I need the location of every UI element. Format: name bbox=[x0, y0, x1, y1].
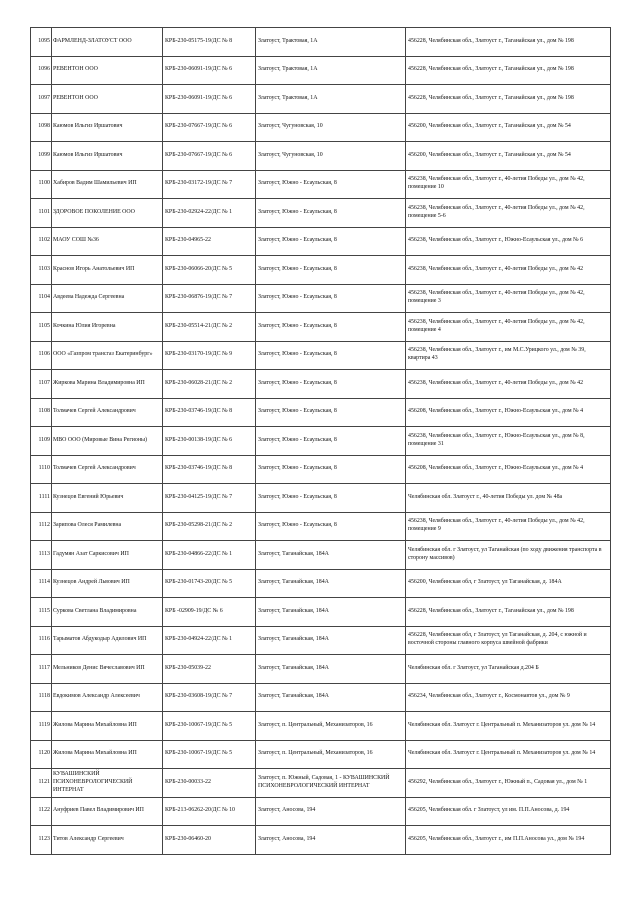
legal-address-cell: 456200, Челябинская обл, г Златоуст, ул Таганайская, д. 184А bbox=[406, 569, 611, 598]
organization-name-cell: МВО ООО (Мировые Вина Регионы) bbox=[52, 427, 163, 456]
row-number-cell: 1099 bbox=[31, 142, 52, 171]
legal-address-cell: 456228, Челябинская обл., Златоуст г., Таганайская ул., дом № 198 bbox=[406, 598, 611, 627]
table-row bbox=[31, 341, 611, 370]
organization-name-cell: Авдеева Надежда Сергеевна bbox=[52, 284, 163, 313]
organization-name-cell: МАОУ СОШ №36 bbox=[52, 227, 163, 256]
legal-address-cell: Челябинская обл. Златоуст г., 40-летия Победы ул. дом № 48а bbox=[406, 484, 611, 513]
organization-name-cell: КУВАШИНСКИЙ ПСИХОНЕВРОЛОГИЧЕСКИЙ ИНТЕРНАТ bbox=[52, 769, 163, 798]
row-number-cell: 1104 bbox=[31, 284, 52, 313]
object-location-cell: Златоуст, Южно - Есаульская, 8 bbox=[256, 284, 406, 313]
object-location-cell: Златоуст, Трактовая, 1А bbox=[256, 56, 406, 85]
table-row bbox=[31, 626, 611, 655]
legal-address-cell: 456228, Челябинская обл., Златоуст г., Таганайская ул., дом № 198 bbox=[406, 28, 611, 57]
contract-code-cell: КРБ-230-10067-19/ДС № 5 bbox=[163, 740, 256, 769]
row-number-cell: 1101 bbox=[31, 199, 52, 228]
contract-code-cell: КРБ-230-06028-21/ДС № 2 bbox=[163, 370, 256, 399]
contract-code-cell: КРБ-230-04125-19/ДС № 7 bbox=[163, 484, 256, 513]
legal-address-cell: 456238, Челябинская обл., Златоуст г., 40-летия Победы ул., дом № 42 bbox=[406, 370, 611, 399]
object-location-cell: Златоуст, Южно - Есаульская, 8 bbox=[256, 484, 406, 513]
row-number-cell: 1114 bbox=[31, 569, 52, 598]
table-row bbox=[31, 484, 611, 513]
contract-code-cell: КРБ-230-06066-20/ДС № 5 bbox=[163, 256, 256, 285]
row-number-cell: 1112 bbox=[31, 512, 52, 541]
contract-code-cell: КРБ-230-06091-19/ДС № 6 bbox=[163, 56, 256, 85]
object-location-cell: Златоуст, п. Центральный, Механизаторов, 16 bbox=[256, 740, 406, 769]
row-number-cell: 1113 bbox=[31, 541, 52, 570]
table-row bbox=[31, 740, 611, 769]
table-row bbox=[31, 712, 611, 741]
organization-name-cell: Толмачев Сергей Александрович bbox=[52, 455, 163, 484]
organization-name-cell: Толмачев Сергей Александрович bbox=[52, 398, 163, 427]
organization-name-cell: Хабиров Вадим Шамильевич ИП bbox=[52, 170, 163, 199]
object-location-cell: Златоуст, Южно - Есаульская, 8 bbox=[256, 455, 406, 484]
legal-address-cell: 456208, Челябинская обл., Златоуст г., Южно-Есаульская ул., дом № 4 bbox=[406, 398, 611, 427]
row-number-cell: 1107 bbox=[31, 370, 52, 399]
legal-address-cell: 456238, Челябинская обл., Златоуст г., 40-летия Победы ул., дом № 42, помещение 5-6 bbox=[406, 199, 611, 228]
row-number-cell: 1121 bbox=[31, 769, 52, 798]
organization-name-cell: Кочкина Юлия Игоревна bbox=[52, 313, 163, 342]
contract-code-cell: КРБ-230-05298-21/ДС № 2 bbox=[163, 512, 256, 541]
contract-code-cell: КРБ -02909-19/ДС № 6 bbox=[163, 598, 256, 627]
contract-code-cell: КРБ-230-05039-22 bbox=[163, 655, 256, 684]
row-number-cell: 1115 bbox=[31, 598, 52, 627]
legal-address-cell: 456238, Челябинская обл., Златоуст г., Южно-Есаульская ул., дом № 6 bbox=[406, 227, 611, 256]
registry-table-body bbox=[31, 28, 611, 855]
organization-name-cell: Тарыматов Абдукодыр Адилович ИП bbox=[52, 626, 163, 655]
contract-code-cell: КРБ-230-05514-21/ДС № 2 bbox=[163, 313, 256, 342]
organization-name-cell: РЕВЕНТОН ООО bbox=[52, 56, 163, 85]
legal-address-cell: 456238, Челябинская обл., Златоуст г., 40-летия Победы ул., дом № 42, помещение 3 bbox=[406, 284, 611, 313]
table-row bbox=[31, 85, 611, 114]
row-number-cell: 1102 bbox=[31, 227, 52, 256]
table-row bbox=[31, 769, 611, 798]
contract-code-cell: КРБ-230-03608-19/ДС № 7 bbox=[163, 683, 256, 712]
legal-address-cell: 456228, Челябинская обл, г Златоуст, ул Таганайская, д. 204, с южной и восточной стороны главного корпуса швейной фабрики bbox=[406, 626, 611, 655]
object-location-cell: Златоуст, Таганайская, 184А bbox=[256, 569, 406, 598]
table-row bbox=[31, 199, 611, 228]
organization-name-cell: Евдокимов Александр Алексеевич bbox=[52, 683, 163, 712]
legal-address-cell: 456205, Челябинская обл. г Златоуст, ул им. П.П.Аносова, д. 194 bbox=[406, 797, 611, 826]
object-location-cell: Златоуст, Южно - Есаульская, 8 bbox=[256, 256, 406, 285]
contract-code-cell: КРБ-230-04965-22 bbox=[163, 227, 256, 256]
table-row bbox=[31, 313, 611, 342]
organization-name-cell: Кузнецов Андрей Львович ИП bbox=[52, 569, 163, 598]
table-row bbox=[31, 683, 611, 712]
organization-name-cell: Кузнецов Евгений Юрьевич bbox=[52, 484, 163, 513]
legal-address-cell: 456228, Челябинская обл., Златоуст г., Таганайская ул., дом № 198 bbox=[406, 56, 611, 85]
legal-address-cell: 456200, Челябинская обл., Златоуст г., Таганайская ул., дом № 54 bbox=[406, 142, 611, 171]
row-number-cell: 1109 bbox=[31, 427, 52, 456]
contract-code-cell: КРБ-230-03746-19/ДС № 8 bbox=[163, 398, 256, 427]
organization-name-cell: ЗДОРОВОЕ ПОКОЛЕНИЕ ООО bbox=[52, 199, 163, 228]
contract-code-cell: КРБ-230-04924-22/ДС № 1 bbox=[163, 626, 256, 655]
organization-name-cell: Жилова Марина Михайловна ИП bbox=[52, 740, 163, 769]
legal-address-cell: 456234, Челябинская обл., Златоуст г., Космонавтов ул., дом № 9 bbox=[406, 683, 611, 712]
object-location-cell: Златоуст, Чугуновская, 10 bbox=[256, 113, 406, 142]
object-location-cell: Златоуст, Южно - Есаульская, 8 bbox=[256, 427, 406, 456]
organization-name-cell: РЕВЕНТОН ООО bbox=[52, 85, 163, 114]
object-location-cell: Златоуст, Южно - Есаульская, 8 bbox=[256, 227, 406, 256]
table-row bbox=[31, 598, 611, 627]
object-location-cell: Златоуст, п. Южный, Садовая, 1 - КУВАШИНСКИЙ ПСИХОНЕВРОЛОГИЧЕСКИЙ ИНТЕРНАТ bbox=[256, 769, 406, 798]
object-location-cell: Златоуст, Таганайская, 184А bbox=[256, 626, 406, 655]
table-row bbox=[31, 170, 611, 199]
legal-address-cell: Челябинская обл. г Златоуст, ул Таганайская (по ходу движения транспорта в сторону массивов) bbox=[406, 541, 611, 570]
object-location-cell: Златоуст, Южно - Есаульская, 8 bbox=[256, 313, 406, 342]
organization-name-cell: Зарипова Олеся Рамилевна bbox=[52, 512, 163, 541]
organization-name-cell: Мельников Денис Вячеславович ИП bbox=[52, 655, 163, 684]
table-row bbox=[31, 427, 611, 456]
row-number-cell: 1118 bbox=[31, 683, 52, 712]
registry-table bbox=[30, 27, 611, 855]
legal-address-cell: 456238, Челябинская обл., Златоуст г., 40-летия Победы ул., дом № 42, помещение 9 bbox=[406, 512, 611, 541]
table-row bbox=[31, 142, 611, 171]
object-location-cell: Златоуст, Южно - Есаульская, 8 bbox=[256, 370, 406, 399]
row-number-cell: 1103 bbox=[31, 256, 52, 285]
organization-name-cell: ФАРМЛЕНД-ЗЛАТОУСТ ООО bbox=[52, 28, 163, 57]
contract-code-cell: КРБ-230-01743-20/ДС № 5 bbox=[163, 569, 256, 598]
row-number-cell: 1108 bbox=[31, 398, 52, 427]
contract-code-cell: КРБ-230-07667-19/ДС № 6 bbox=[163, 142, 256, 171]
legal-address-cell: 456238, Челябинская обл., Златоуст г., 40-летия Победы ул., дом № 42, помещение 10 bbox=[406, 170, 611, 199]
contract-code-cell: КРБ-213-06262-20/ДС № 10 bbox=[163, 797, 256, 826]
row-number-cell: 1122 bbox=[31, 797, 52, 826]
legal-address-cell: Челябинская обл. Златоуст г. Центральный п. Механизаторов ул. дом № 14 bbox=[406, 740, 611, 769]
contract-code-cell: КРБ-230-00138-19/ДС № 6 bbox=[163, 427, 256, 456]
table-row bbox=[31, 113, 611, 142]
organization-name-cell: Каюмов Ильгиз Иршатович bbox=[52, 113, 163, 142]
contract-code-cell: КРБ-230-06091-19/ДС № 6 bbox=[163, 85, 256, 114]
row-number-cell: 1119 bbox=[31, 712, 52, 741]
object-location-cell: Златоуст, Таганайская, 184А bbox=[256, 598, 406, 627]
row-number-cell: 1096 bbox=[31, 56, 52, 85]
table-row bbox=[31, 370, 611, 399]
row-number-cell: 1111 bbox=[31, 484, 52, 513]
row-number-cell: 1106 bbox=[31, 341, 52, 370]
row-number-cell: 1097 bbox=[31, 85, 52, 114]
table-row bbox=[31, 797, 611, 826]
legal-address-cell: Челябинская обл. Златоуст г. Центральный п. Механизаторов ул. дом № 14 bbox=[406, 712, 611, 741]
object-location-cell: Златоуст, Южно - Есаульская, 8 bbox=[256, 199, 406, 228]
legal-address-cell: 456238, Челябинская обл., Златоуст г., 40-летия Победы ул., дом № 42, помещение 4 bbox=[406, 313, 611, 342]
table-row bbox=[31, 826, 611, 855]
object-location-cell: Златоуст, Южно - Есаульская, 8 bbox=[256, 341, 406, 370]
contract-code-cell: КРБ-230-03172-19/ДС № 7 bbox=[163, 170, 256, 199]
table-row bbox=[31, 455, 611, 484]
organization-name-cell: Суркова Светлана Владимировна bbox=[52, 598, 163, 627]
row-number-cell: 1123 bbox=[31, 826, 52, 855]
organization-name-cell: Краснов Игорь Анатольевич ИП bbox=[52, 256, 163, 285]
contract-code-cell: КРБ-230-10067-19/ДС № 5 bbox=[163, 712, 256, 741]
table-row bbox=[31, 28, 611, 57]
row-number-cell: 1105 bbox=[31, 313, 52, 342]
legal-address-cell: 456200, Челябинская обл., Златоуст г., Таганайская ул., дом № 54 bbox=[406, 113, 611, 142]
table-row bbox=[31, 56, 611, 85]
object-location-cell: Златоуст, Аносова, 194 bbox=[256, 797, 406, 826]
row-number-cell: 1095 bbox=[31, 28, 52, 57]
object-location-cell: Златоуст, Южно - Есаульская, 8 bbox=[256, 398, 406, 427]
legal-address-cell: 456238, Челябинская обл., Златоуст г., Южно-Есаульская ул., дом № 8, помещение 31 bbox=[406, 427, 611, 456]
row-number-cell: 1110 bbox=[31, 455, 52, 484]
contract-code-cell: КРБ-230-06876-19/ДС № 7 bbox=[163, 284, 256, 313]
table-row bbox=[31, 227, 611, 256]
row-number-cell: 1100 bbox=[31, 170, 52, 199]
organization-name-cell: Жиркова Марина Владимировна ИП bbox=[52, 370, 163, 399]
object-location-cell: Златоуст, Южно - Есаульская, 8 bbox=[256, 512, 406, 541]
object-location-cell: Златоуст, Трактовая, 1А bbox=[256, 85, 406, 114]
table-row bbox=[31, 655, 611, 684]
table-row bbox=[31, 256, 611, 285]
object-location-cell: Златоуст, Чугуновская, 10 bbox=[256, 142, 406, 171]
row-number-cell: 1120 bbox=[31, 740, 52, 769]
table-row bbox=[31, 569, 611, 598]
table-row bbox=[31, 284, 611, 313]
table-row bbox=[31, 541, 611, 570]
organization-name-cell: Гадумян Азат Саркисович ИП bbox=[52, 541, 163, 570]
object-location-cell: Златоуст, Трактовая, 1А bbox=[256, 28, 406, 57]
legal-address-cell: Челябинская обл. г Златоуст, ул Таганайская д.204 Б bbox=[406, 655, 611, 684]
table-row bbox=[31, 398, 611, 427]
object-location-cell: Златоуст, Таганайская, 184А bbox=[256, 655, 406, 684]
contract-code-cell: КРБ-230-02924-22/ДС № 1 bbox=[163, 199, 256, 228]
legal-address-cell: 456238, Челябинская обл., Златоуст г., 40-летия Победы ул., дом № 42 bbox=[406, 256, 611, 285]
legal-address-cell: 456292, Челябинская обл., Златоуст г., Южный п., Садовая ул., дом № 1 bbox=[406, 769, 611, 798]
contract-code-cell: КРБ-230-03170-19/ДС № 9 bbox=[163, 341, 256, 370]
legal-address-cell: 456238, Челябинская обл., Златоуст г., им М.С.Урицкого ул., дом № 39, квартира 43 bbox=[406, 341, 611, 370]
row-number-cell: 1116 bbox=[31, 626, 52, 655]
contract-code-cell: КРБ-230-00033-22 bbox=[163, 769, 256, 798]
object-location-cell: Златоуст, Таганайская, 184А bbox=[256, 541, 406, 570]
organization-name-cell: Жилова Марина Михайловна ИП bbox=[52, 712, 163, 741]
object-location-cell: Златоуст, Аносова, 194 bbox=[256, 826, 406, 855]
contract-code-cell: КРБ-230-05175-19/ДС № 8 bbox=[163, 28, 256, 57]
row-number-cell: 1117 bbox=[31, 655, 52, 684]
organization-name-cell: ООО «Газпром трансгаз Екатеринбург» bbox=[52, 341, 163, 370]
organization-name-cell: Титов Александр Сергеевич bbox=[52, 826, 163, 855]
object-location-cell: Златоуст, п. Центральный, Механизаторов, 16 bbox=[256, 712, 406, 741]
legal-address-cell: 456205, Челябинская обл., Златоуст г., им П.П.Аносова ул., дом № 194 bbox=[406, 826, 611, 855]
row-number-cell: 1098 bbox=[31, 113, 52, 142]
organization-name-cell: Каюмов Ильгиз Иршатович bbox=[52, 142, 163, 171]
contract-code-cell: КРБ-230-06460-20 bbox=[163, 826, 256, 855]
contract-code-cell: КРБ-230-03746-19/ДС № 8 bbox=[163, 455, 256, 484]
contract-code-cell: КРБ-230-04866-22/ДС № 1 bbox=[163, 541, 256, 570]
organization-name-cell: Ануфриев Павел Владимирович ИП bbox=[52, 797, 163, 826]
contract-code-cell: КРБ-230-07667-19/ДС № 6 bbox=[163, 113, 256, 142]
object-location-cell: Златоуст, Таганайская, 184А bbox=[256, 683, 406, 712]
table-row bbox=[31, 512, 611, 541]
legal-address-cell: 456208, Челябинская обл., Златоуст г., Южно-Есаульская ул., дом № 4 bbox=[406, 455, 611, 484]
legal-address-cell: 456228, Челябинская обл., Златоуст г., Таганайская ул., дом № 198 bbox=[406, 85, 611, 114]
object-location-cell: Златоуст, Южно - Есаульская, 8 bbox=[256, 170, 406, 199]
